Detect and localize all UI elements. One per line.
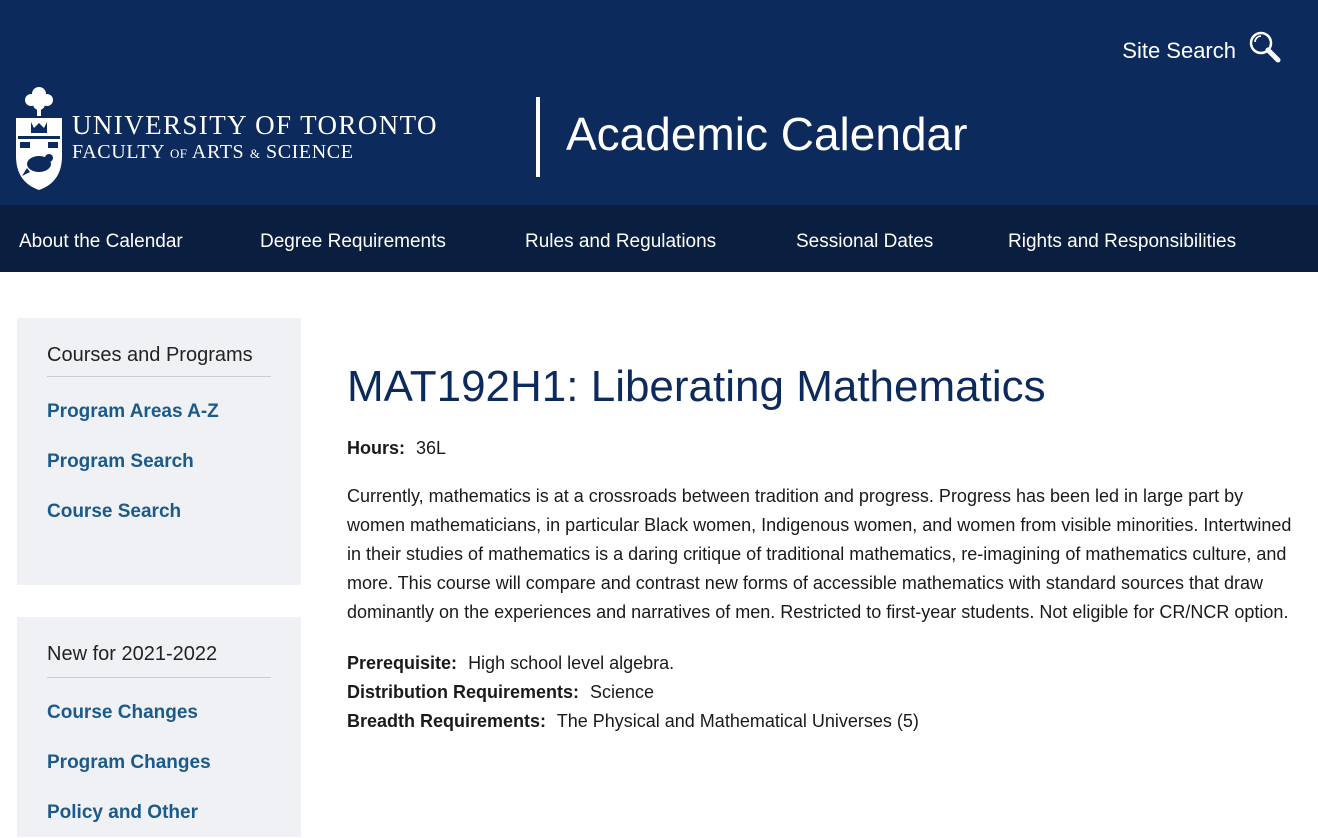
university-crest-icon [14,84,64,192]
site-title[interactable]: Academic Calendar [566,108,968,160]
main-nav [0,205,1318,272]
sidebar-heading: New for 2021-2022 [47,617,271,678]
site-header [0,0,1318,205]
page-title: MAT192H1: Liberating Mathematics [347,362,1046,411]
university-logo[interactable] [14,84,438,192]
search-icon [1248,30,1282,64]
faculty-name: FACULTY OF ARTS & SCIENCE [72,141,354,163]
breadth-row [347,707,1302,736]
university-name: UNIVERSITY OF TORONTO [72,110,438,140]
breadth-label: Breadth Requirements: [347,711,547,731]
sidebar-link-program-areas[interactable]: Program Areas A-Z [47,401,219,422]
course-hours [347,436,1302,460]
sidebar-courses-and-programs [17,318,301,585]
distribution-value: Science [590,682,655,702]
sidebar-new-for-year [17,617,301,837]
sidebar-link-course-changes[interactable]: Course Changes [47,702,198,723]
course-requirements [347,649,1302,736]
sidebar-link-policy-and-other[interactable]: Policy and Other [47,802,198,823]
nav-item-about-the-calendar[interactable]: About the Calendar [19,231,183,252]
sidebar-heading: Courses and Programs [47,318,271,377]
nav-item-rules-and-regulations[interactable]: Rules and Regulations [525,231,717,252]
course-description: Currently, mathematics is at a crossroads between tradition and progress. Progress has been led in large part by women mathematicians, in particular Black women, Indigenous women, and women from visible minorities. Intertwined in their studies of mathematics is a daring critique of traditional mathematics, re-imagining of mathematics culture, and more. This course will compare and contrast new forms of accessible mathematics with standard sources that draw dominantly on the experiences and narratives of men. Restricted to first-year students. Not eligible for CR/NCR option. [347,486,1292,622]
site-search-label: Site Search [1122,38,1236,63]
breadth-value: The Physical and Mathematical Universes (5) [556,711,919,731]
prerequisite-row [347,649,1302,678]
prerequisite-value: High school level algebra. [468,653,675,673]
nav-item-degree-requirements[interactable]: Degree Requirements [260,231,446,252]
prerequisite-label: Prerequisite: [347,653,458,673]
nav-item-sessional-dates[interactable]: Sessional Dates [796,231,934,252]
distribution-row [347,678,1302,707]
site-search-button[interactable] [1122,30,1282,64]
sidebar-link-course-search[interactable]: Course Search [47,501,182,522]
header-divider [536,97,540,177]
distribution-label: Distribution Requirements: [347,682,580,702]
hours-label: Hours: [347,438,405,458]
sidebar-link-program-search[interactable]: Program Search [47,451,194,472]
sidebar-link-program-changes[interactable]: Program Changes [47,752,211,773]
hours-value: 36L [416,438,447,458]
course-detail [347,356,1302,736]
nav-item-rights-and-responsibilities[interactable]: Rights and Responsibilities [1008,231,1237,252]
